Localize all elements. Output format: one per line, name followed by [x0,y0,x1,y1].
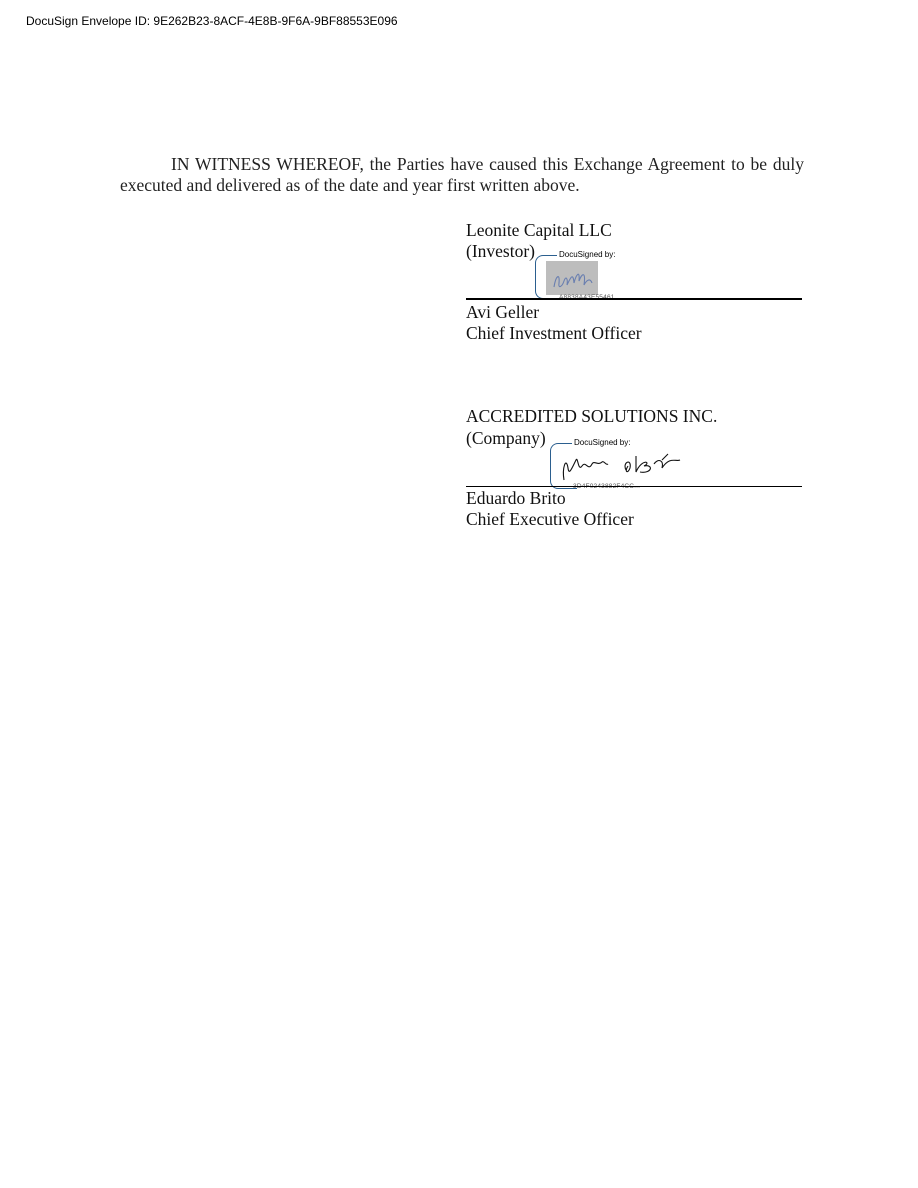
company-signature-line [466,486,802,487]
investor-name: Leonite Capital LLC [466,220,612,240]
company-role: (Company) [466,428,546,448]
company-signer-title: Chief Executive Officer [466,509,634,529]
investor-signer-name: Avi Geller [466,302,540,322]
witness-paragraph: IN WITNESS WHEREOF, the Parties have caused this Exchange Agreement to be duly executed and delivered as of the date and year first written above. [120,153,804,195]
investor-signature-image [546,261,598,295]
investor-signature-line [466,298,802,300]
investor-signer-title: Chief Investment Officer [466,323,642,343]
company-docusign-id: 3D4F0243882F4CC... [573,483,641,490]
investor-role: (Investor) [466,241,536,261]
company-signature-image [558,448,688,484]
investor-docusign-id: A8838A43E55461... [559,294,621,301]
company-docusign-label: DocuSigned by: [574,438,631,447]
company-signer-name: Eduardo Brito [466,488,566,508]
docusign-envelope-id: DocuSign Envelope ID: 9E262B23-8ACF-4E8B-9F6A-9BF88553E096 [26,14,398,28]
company-name: ACCREDITED SOLUTIONS INC. [466,406,718,426]
investor-docusign-label: DocuSigned by: [559,250,616,259]
